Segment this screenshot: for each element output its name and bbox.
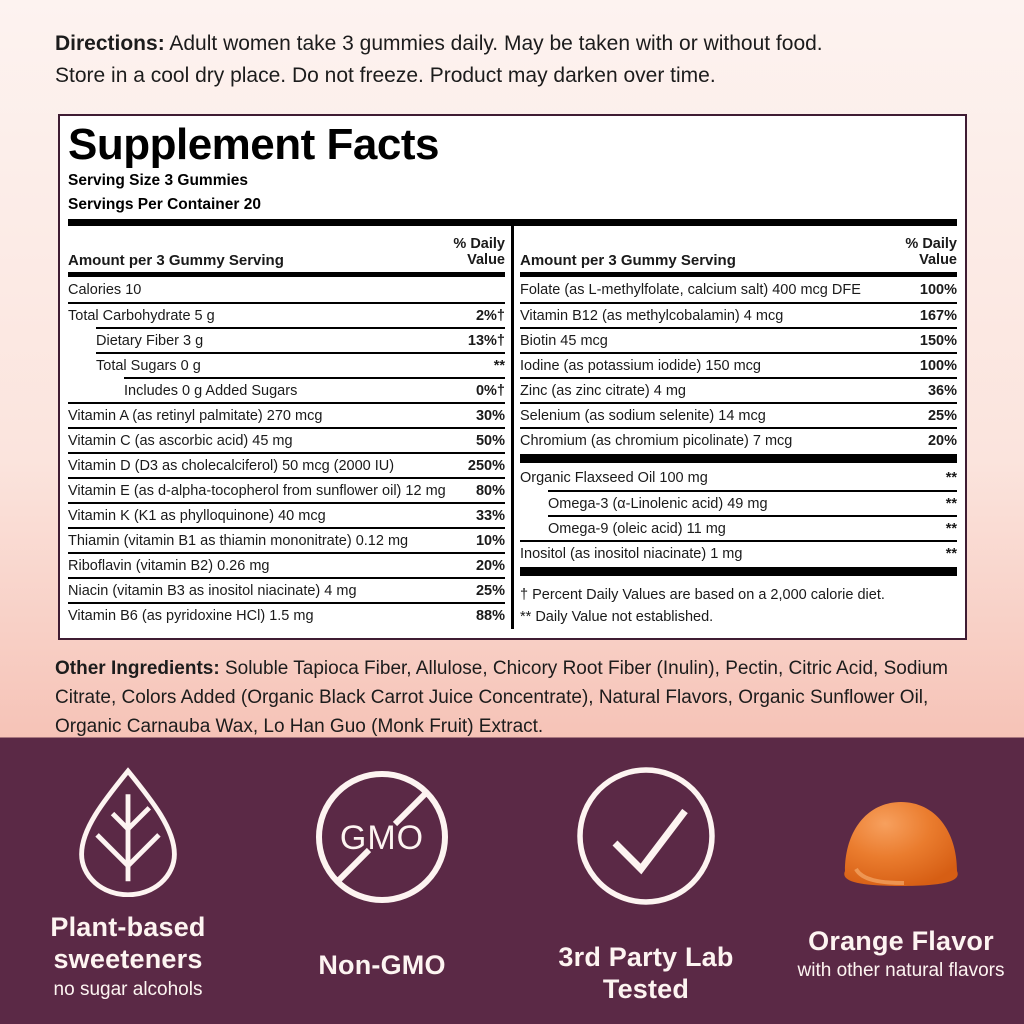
daily-value-header: % Daily Value — [905, 235, 957, 269]
nutrient-value: 167% — [919, 307, 957, 324]
nutrient-name: Inositol (as inositol niacinate) 1 mg — [520, 545, 743, 562]
table-row — [520, 277, 957, 302]
checkmark-circle-icon — [573, 763, 719, 909]
nutrient-name: Niacin (vitamin B3 as inositol niacinate) 4 mg — [68, 582, 357, 599]
footnotes — [520, 578, 957, 629]
nutrient-name: Omega-3 (α-Linolenic acid) 49 mg — [548, 495, 768, 512]
nutrient-name: Chromium (as chromium picolinate) 7 mcg — [520, 432, 793, 449]
feature-label-line2: sweeteners — [53, 944, 203, 975]
directions-line1: Adult women take 3 gummies daily. May be taken with or without food. — [169, 32, 823, 55]
table-row — [68, 452, 505, 477]
nutrient-name: Thiamin (vitamin B1 as thiamin mononitrate) 0.12 mg — [68, 532, 409, 549]
gmo-icon-text: GMO — [339, 819, 425, 857]
divider-bar — [520, 454, 957, 463]
nutrient-name: Vitamin E (as d-alpha-tocopherol from sunflower oil) 12 mg — [68, 482, 446, 499]
table-row — [68, 477, 505, 502]
serving-size: Serving Size 3 Gummies — [68, 172, 249, 190]
nutrient-name: Riboflavin (vitamin B2) 0.26 mg — [68, 557, 270, 574]
nutrient-name: Calories 10 — [68, 281, 142, 298]
column-header — [520, 226, 957, 272]
nutrient-value: ** — [945, 495, 957, 512]
feature-sublabel: with other natural flavors — [797, 960, 1005, 982]
table-row — [520, 302, 957, 327]
feature-orange-flavor — [795, 795, 1007, 982]
nutrient-value: 25% — [475, 582, 505, 599]
feature-sublabel: no sugar alcohols — [53, 978, 203, 1000]
amount-header: Amount per 3 Gummy Serving — [68, 252, 284, 270]
table-row — [68, 577, 505, 602]
table-row — [548, 490, 957, 515]
directions-text — [55, 28, 985, 91]
table-row — [68, 277, 505, 302]
nutrient-name: Vitamin K (K1 as phylloquinone) 40 mcg — [68, 507, 326, 524]
nutrient-value: 20% — [927, 432, 957, 449]
nutrient-name: Zinc (as zinc citrate) 4 mg — [520, 382, 686, 399]
feature-lab-tested — [518, 763, 774, 1006]
nutrient-name: Biotin 45 mcg — [520, 332, 608, 349]
feature-label: 3rd Party Lab Tested — [558, 942, 734, 1005]
leaf-icon — [70, 765, 186, 897]
nutrient-value: 10% — [475, 532, 505, 549]
nutrient-value: 33% — [475, 507, 505, 524]
feature-plant-based — [28, 765, 228, 1001]
footnote-not-established: ** Daily Value not established. — [520, 608, 714, 625]
nutrient-name: Vitamin C (as ascorbic acid) 45 mg — [68, 432, 293, 449]
directions-line2: Store in a cool dry place. Do not freeze. Product may darken over time. — [55, 63, 716, 87]
nutrient-name: Total Carbohydrate 5 g — [68, 307, 215, 324]
other-ingredients-list: Soluble Tapioca Fiber, Allulose, Chicory Root Fiber (Inulin), Pectin, Citric Acid, Sodium Citrate, Colors Added (Organic Black Carrot Juice Concentrate), Natural Flavors, Organic Sunflower Oil, Organic Carnauba Wax, Lo Han Guo (Monk Fruit) Extract. — [55, 658, 948, 737]
nutrient-name: Iodine (as potassium iodide) 150 mcg — [520, 357, 761, 374]
nutrient-value: 80% — [475, 482, 505, 499]
facts-right-column — [520, 226, 957, 629]
nutrient-name: Vitamin B6 (as pyridoxine HCl) 1.5 mg — [68, 607, 314, 624]
facts-columns — [68, 226, 957, 629]
nutrient-value: 30% — [475, 407, 505, 424]
nutrient-name: Selenium (as sodium selenite) 14 mcg — [520, 407, 766, 424]
feature-label — [28, 911, 228, 976]
other-ingredients-text — [55, 655, 977, 742]
table-row — [548, 515, 957, 540]
divider-bar — [68, 219, 957, 226]
gummy-icon — [836, 795, 966, 891]
nutrient-name: Vitamin B12 (as methylcobalamin) 4 mcg — [520, 307, 784, 324]
table-row — [520, 465, 957, 490]
table-row — [520, 427, 957, 452]
nutrient-name: Includes 0 g Added Sugars — [124, 382, 298, 399]
feature-label: Non-GMO — [318, 950, 446, 980]
table-row — [520, 352, 957, 377]
footnote-daily-values: † Percent Daily Values are based on a 2,000 calorie diet. — [520, 587, 885, 604]
feature-label: Orange Flavor — [808, 926, 994, 956]
nutrient-name: Vitamin A (as retinyl palmitate) 270 mcg — [68, 407, 323, 424]
nutrient-value: 250% — [467, 457, 505, 474]
feature-non-gmo — [282, 767, 482, 981]
directions-label: Directions: — [55, 32, 165, 55]
features-band — [0, 737, 1024, 1024]
amount-header: Amount per 3 Gummy Serving — [520, 252, 736, 270]
table-row — [68, 402, 505, 427]
column-divider — [511, 226, 514, 629]
table-row — [124, 377, 505, 402]
supplement-facts-title: Supplement Facts — [68, 120, 439, 169]
table-row — [520, 402, 957, 427]
servings-per-container: Servings Per Container 20 — [68, 195, 261, 213]
table-row — [68, 552, 505, 577]
nutrient-value: 0%† — [475, 382, 505, 399]
table-row — [68, 302, 505, 327]
nutrient-value: ** — [945, 545, 957, 562]
nutrient-value: 2%† — [475, 307, 505, 324]
table-row — [96, 352, 505, 377]
nutrient-value: 36% — [927, 382, 957, 399]
facts-left-column — [68, 226, 505, 629]
other-ingredients-label: Other Ingredients: — [55, 658, 220, 679]
divider-bar — [520, 567, 957, 576]
gmo-crossed-icon — [312, 767, 452, 907]
nutrient-name: Omega-9 (oleic acid) 11 mg — [548, 520, 726, 537]
nutrient-name: Dietary Fiber 3 g — [96, 332, 204, 349]
nutrient-value: 50% — [475, 432, 505, 449]
nutrient-value: 25% — [927, 407, 957, 424]
nutrient-value: 13%† — [467, 332, 505, 349]
nutrient-value: 100% — [919, 281, 957, 298]
table-row — [68, 427, 505, 452]
table-row — [520, 540, 957, 565]
supplement-facts-panel — [58, 114, 967, 640]
table-row — [520, 377, 957, 402]
table-row — [68, 527, 505, 552]
table-row — [68, 602, 505, 627]
nutrient-name: Organic Flaxseed Oil 100 mg — [520, 469, 708, 486]
table-row — [520, 327, 957, 352]
nutrient-name: Vitamin D (D3 as cholecalciferol) 50 mcg (2000 IU) — [68, 457, 395, 474]
nutrient-value: 88% — [475, 607, 505, 624]
nutrient-value: 20% — [475, 557, 505, 574]
nutrient-value: ** — [493, 357, 505, 374]
table-row — [68, 502, 505, 527]
nutrient-value: 100% — [919, 357, 957, 374]
nutrient-value: 150% — [919, 332, 957, 349]
nutrient-name: Folate (as L-methylfolate, calcium salt) 400 mcg DFE — [520, 281, 861, 298]
daily-value-header: % Daily Value — [453, 235, 505, 269]
nutrient-value: ** — [945, 469, 957, 486]
nutrient-value: ** — [945, 520, 957, 537]
column-header — [68, 226, 505, 272]
table-row — [96, 327, 505, 352]
feature-label-line1: Plant-based — [50, 912, 206, 942]
nutrient-name: Total Sugars 0 g — [96, 357, 201, 374]
